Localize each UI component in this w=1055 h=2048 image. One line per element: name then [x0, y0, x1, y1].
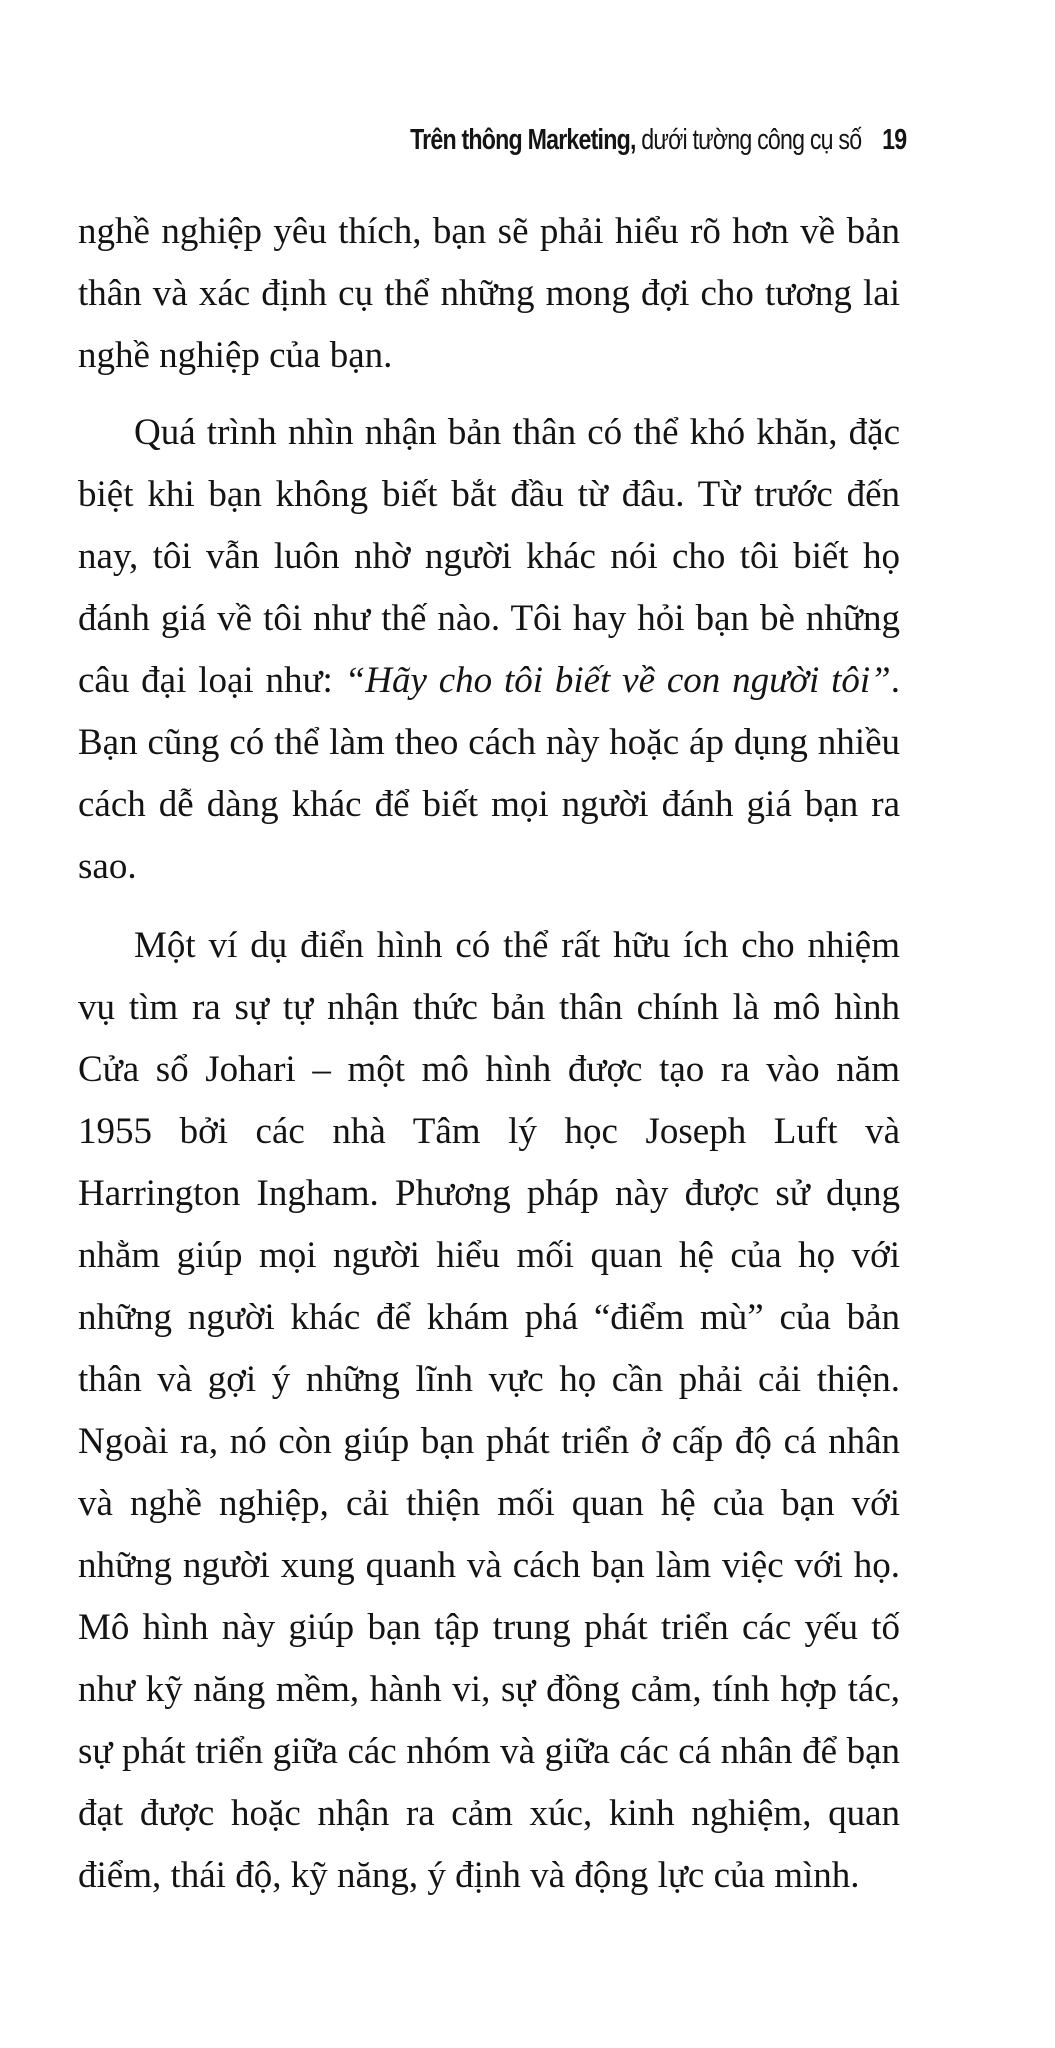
- italic-quote: “Hãy cho tôi biết về con người tôi”: [344, 660, 891, 701]
- running-header-title-rest: dưới tường công cụ số: [635, 124, 861, 156]
- page-number: 19: [881, 124, 906, 156]
- paragraph-johari-window: Một ví dụ điển hình có thể rất hữu ích cho nhiệm vụ tìm ra sự tự nhận thức bản thân chính là mô hình Cửa sổ Johari – một mô hình được tạo ra vào năm 1955 bởi các nhà Tâm lý học Joseph Luft và Harrington Ingham. Phương pháp này được sử dụng nhằm giúp mọi người hiểu mối quan hệ của họ với những người khác để khám phá “điểm mù” của bản thân và gợi ý những lĩnh vực họ cần phải cải thiện. Ngoài ra, nó còn giúp bạn phát triển ở cấp độ cá nhân và nghề nghiệp, cải thiện mối quan hệ của bạn với những người xung quanh và cách bạn làm việc với họ. Mô hình này giúp bạn tập trung phát triển các yếu tố như kỹ năng mềm, hành vi, sự đồng cảm, tính hợp tác, sự phát triển giữa các nhóm và giữa các cá nhân để bạn đạt được hoặc nhận ra cảm xúc, kinh nghiệm, quan điểm, thái độ, kỹ năng, ý định và động lực của mình.: [78, 925, 900, 1896]
- running-header-title-bold: Trên thông Marketing,: [409, 124, 636, 156]
- paragraph-text-before-quote: Quá trình nhìn nhận bản thân có thể khó khăn, đặc biệt khi bạn không biết bắt đầu từ đâu. Từ trước đến nay, tôi vẫn luôn nhờ người khác nói cho tôi biết họ đánh giá về tôi như thế nào. Tôi hay hỏi bạn bè những câu đại loại như:: [78, 412, 900, 701]
- paragraph-text-after-quote: . Bạn cũng có thể làm theo cách này hoặc áp dụng nhiều cách dễ dàng khác để biết mọi người đánh giá bạn ra sao.: [78, 660, 900, 887]
- running-header-title: [410, 124, 861, 156]
- running-header: [410, 124, 906, 157]
- paragraph-self-perception: [78, 402, 900, 898]
- paragraph-continuation: nghề nghiệp yêu thích, bạn sẽ phải hiểu rõ hơn về bản thân và xác định cụ thể những mong đợi cho tương lai nghề nghiệp của bạn.: [78, 211, 900, 376]
- body-text: [78, 201, 900, 1907]
